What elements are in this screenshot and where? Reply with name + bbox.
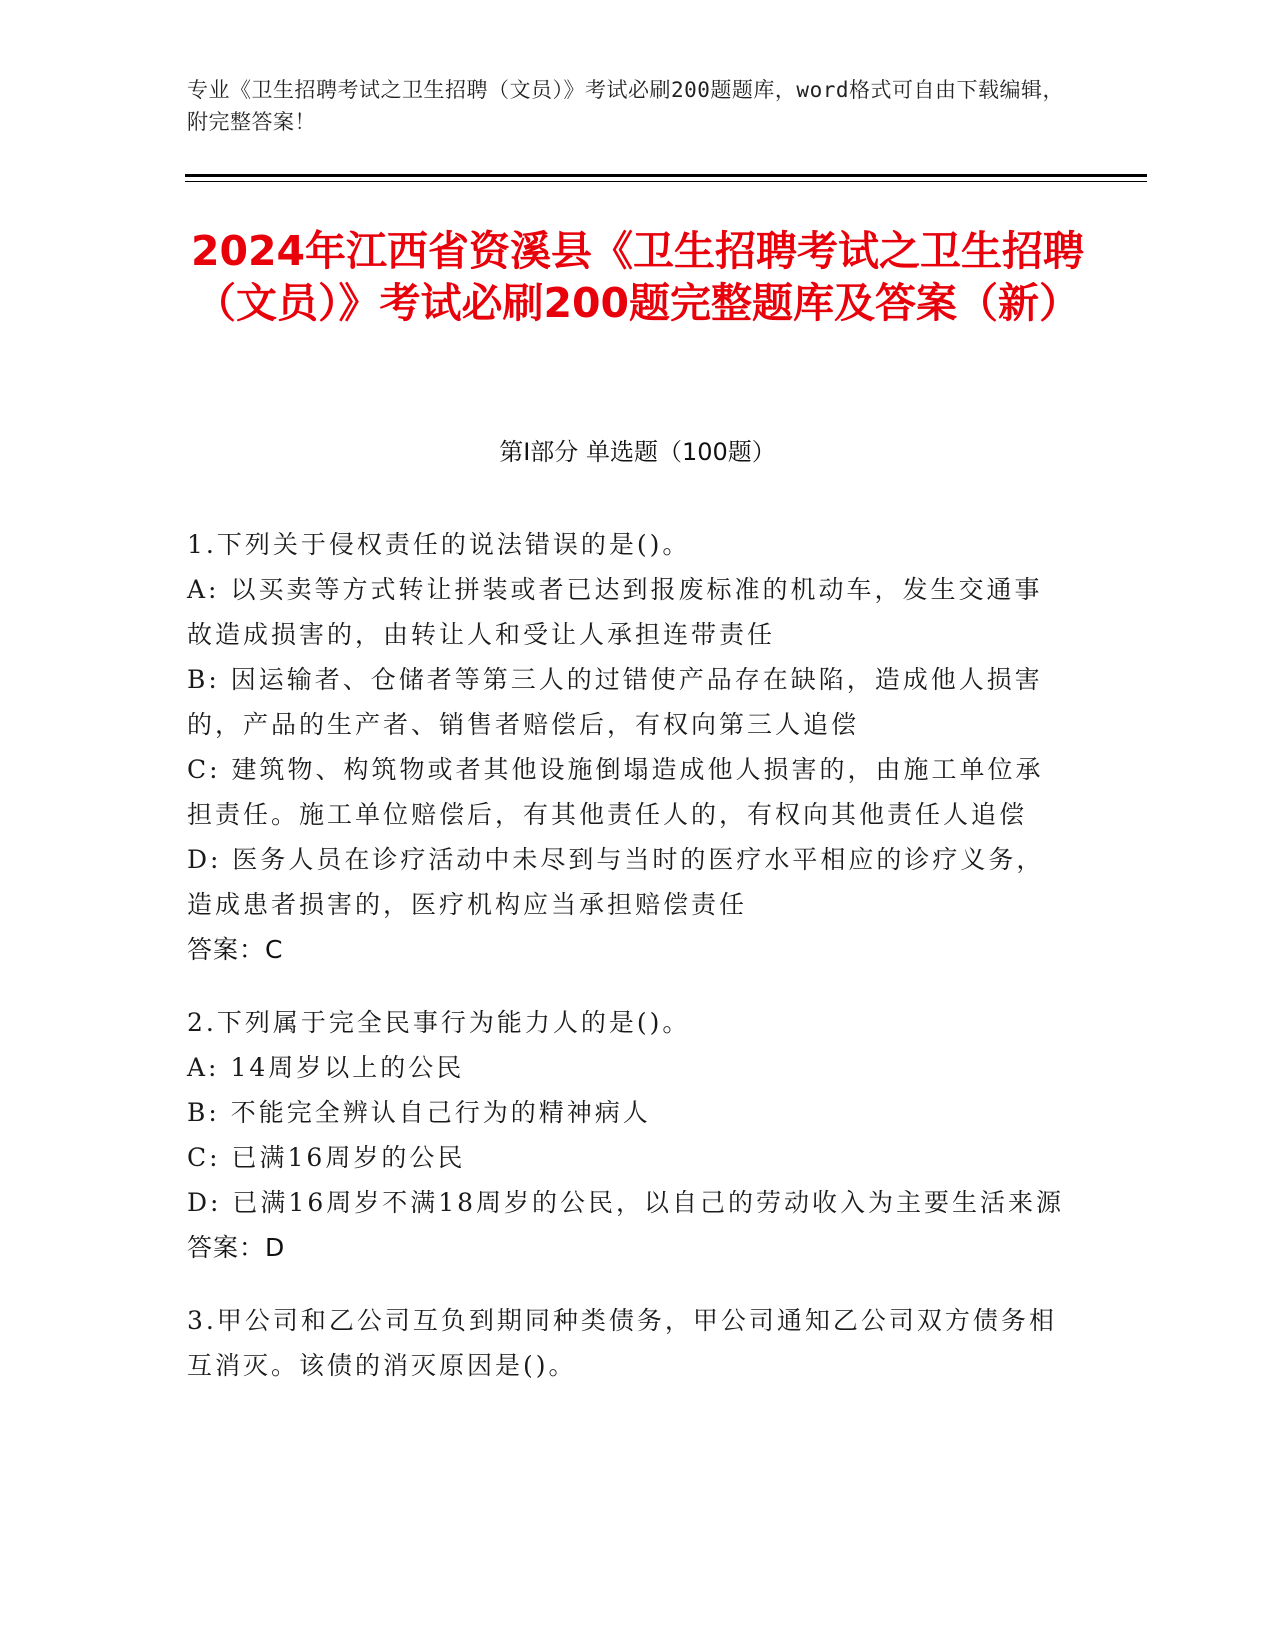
option-c bbox=[187, 747, 1067, 837]
answer-line: 答案：C bbox=[187, 935, 284, 964]
option-key: D: bbox=[187, 1188, 222, 1217]
answer-line: 答案：D bbox=[187, 1233, 286, 1262]
header-divider-thin bbox=[185, 181, 1147, 182]
option-text: 不能完全辨认自己行为的精神病人 bbox=[230, 1098, 651, 1127]
section-title: 第I部分 单选题（100题） bbox=[499, 438, 776, 466]
option-text: 已满16周岁的公民 bbox=[231, 1143, 466, 1172]
header-divider-thick bbox=[185, 174, 1147, 177]
option-c bbox=[187, 1135, 1067, 1180]
option-d bbox=[187, 1180, 1067, 1225]
option-a bbox=[187, 567, 1067, 657]
option-d bbox=[187, 837, 1067, 927]
document-title: 2024年江西省资溪县《卫生招聘考试之卫生招聘（文员）》考试必刷200题完整题库及答案（新） bbox=[190, 227, 1085, 327]
option-text: 已满16周岁不满18周岁的公民，以自己的劳动收入为主要生活来源 bbox=[232, 1188, 1065, 1217]
header-note: 专业《卫生招聘考试之卫生招聘（文员）》考试必刷200题题库，word格式可自由下载编辑，附完整答案！ bbox=[187, 78, 1064, 134]
option-key: D: bbox=[187, 845, 222, 874]
option-key: C: bbox=[187, 1143, 221, 1172]
question-1 bbox=[187, 522, 1067, 972]
option-text: 建筑物、构筑物或者其他设施倒塌造成他人损害的，由施工单位承担责任。施工单位赔偿后，有其他责任人的，有权向其他责任人追偿 bbox=[187, 755, 1044, 829]
question-stem: 3.甲公司和乙公司互负到期同种类债务，甲公司通知乙公司双方债务相互消灭。该债的消灭原因是()。 bbox=[187, 1306, 1057, 1380]
question-3 bbox=[187, 1298, 1067, 1388]
question-stem: 2.下列属于完全民事行为能力人的是()。 bbox=[187, 1008, 691, 1037]
option-key: A: bbox=[187, 575, 220, 604]
question-stem: 1.下列关于侵权责任的说法错误的是()。 bbox=[187, 530, 691, 559]
option-a bbox=[187, 1045, 1067, 1090]
option-key: C: bbox=[187, 755, 221, 784]
option-key: A: bbox=[187, 1053, 220, 1082]
option-text: 14周岁以上的公民 bbox=[230, 1053, 465, 1082]
option-key: B: bbox=[187, 1098, 220, 1127]
option-text: 医务人员在诊疗活动中未尽到与当时的医疗水平相应的诊疗义务，造成患者损害的，医疗机构应当承担赔偿责任 bbox=[187, 845, 1045, 919]
option-key: B: bbox=[187, 665, 220, 694]
option-b bbox=[187, 657, 1067, 747]
option-b bbox=[187, 1090, 1067, 1135]
option-text: 以买卖等方式转让拼装或者已达到报废标准的机动车，发生交通事故造成损害的，由转让人和受让人承担连带责任 bbox=[187, 575, 1043, 649]
option-text: 因运输者、仓储者等第三人的过错使产品存在缺陷，造成他人损害的，产品的生产者、销售者赔偿后，有权向第三人追偿 bbox=[187, 665, 1043, 739]
question-list bbox=[187, 522, 1067, 1416]
question-2 bbox=[187, 1000, 1067, 1270]
